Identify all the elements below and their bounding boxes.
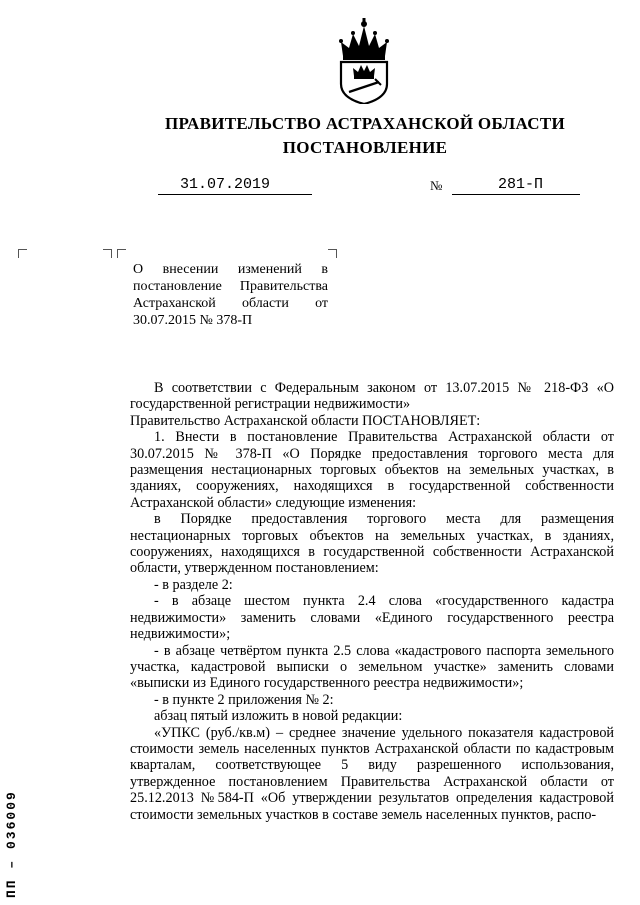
body-paragraph: - в разделе 2: [154, 576, 233, 593]
document-subject: О внесении изменений в постановление Правительства Астраханской области от 30.07.2015 № 378-П [133, 262, 328, 328]
body-paragraph: - в пункте 2 приложения № 2: [154, 691, 334, 708]
document-body [130, 380, 614, 823]
body-paragraph: Правительство Астраханской области ПОСТАНОВЛЯЕТ: [130, 412, 481, 429]
body-paragraph: «УПКС (руб./кв.м) – среднее значение удельного показателя кадастровой стоимости земель населенных пунктов Астраханской области по кадастровым кварталам, соответствующее 5 виду разрешенного использования, утвержденное постановлением Правительства Астраханской области от 25.12.2013 №584-П «Об утверждении результатов определения кадастровой стоимости земельных участков в составе земель населенных пунктов, распо- [130, 724, 614, 823]
corner-mark-subject-right [328, 249, 337, 258]
body-paragraph: абзац пятый изложить в новой редакции: [154, 708, 403, 725]
document-type: ПОСТАНОВЛЕНИЕ [282, 138, 448, 157]
body-paragraph: В соответствии с Федеральным законом от 13.07.2015 № 218-ФЗ «О государственной регистрации недвижимости» [130, 380, 614, 413]
body-paragraph: 1. Внести в постановление Правительства Астраханской области от 30.07.2015 № 378-П «О Порядке предоставления торгового места для размещения нестационарных торговых объектов на земельных участках, в зданиях, сооружениях, находящихся в государственной собственности Астраханской области» следующие изменения: [130, 429, 614, 511]
corner-mark-subject-left [117, 249, 126, 258]
document-date: 31.07.2019 [180, 176, 271, 193]
form-serial-number: ПП – 036009 [4, 790, 19, 898]
date-field [158, 176, 312, 195]
corner-mark-inner-left [103, 249, 112, 258]
body-paragraph: в Порядке предоставления торгового места для размещения нестационарных торговых объектов на земельных участках, в зданиях, сооружениях, находящихся в государственной собственности Астраханской области, утвержденном постановлением: [130, 511, 614, 577]
number-field [452, 176, 580, 195]
corner-mark-left [18, 249, 27, 258]
body-paragraph: - в абзаце четвёртом пункта 2.5 слова «кадастрового паспорта земельного участка, кадастровой выписки о земельном участке» заменить словами «выписки из Единого государственного реестра недвижимости»; [130, 642, 614, 692]
coat-of-arms-emblem [335, 18, 393, 104]
number-sign: № [430, 178, 443, 193]
government-title: ПРАВИТЕЛЬСТВО АСТРАХАНСКОЙ ОБЛАСТИ [165, 114, 565, 133]
body-paragraph: - в абзаце шестом пункта 2.4 слова «государственного кадастра недвижимости» заменить словами «Единого государственного реестра недвижимости»; [130, 593, 614, 643]
document-number: 281-П [498, 176, 544, 193]
